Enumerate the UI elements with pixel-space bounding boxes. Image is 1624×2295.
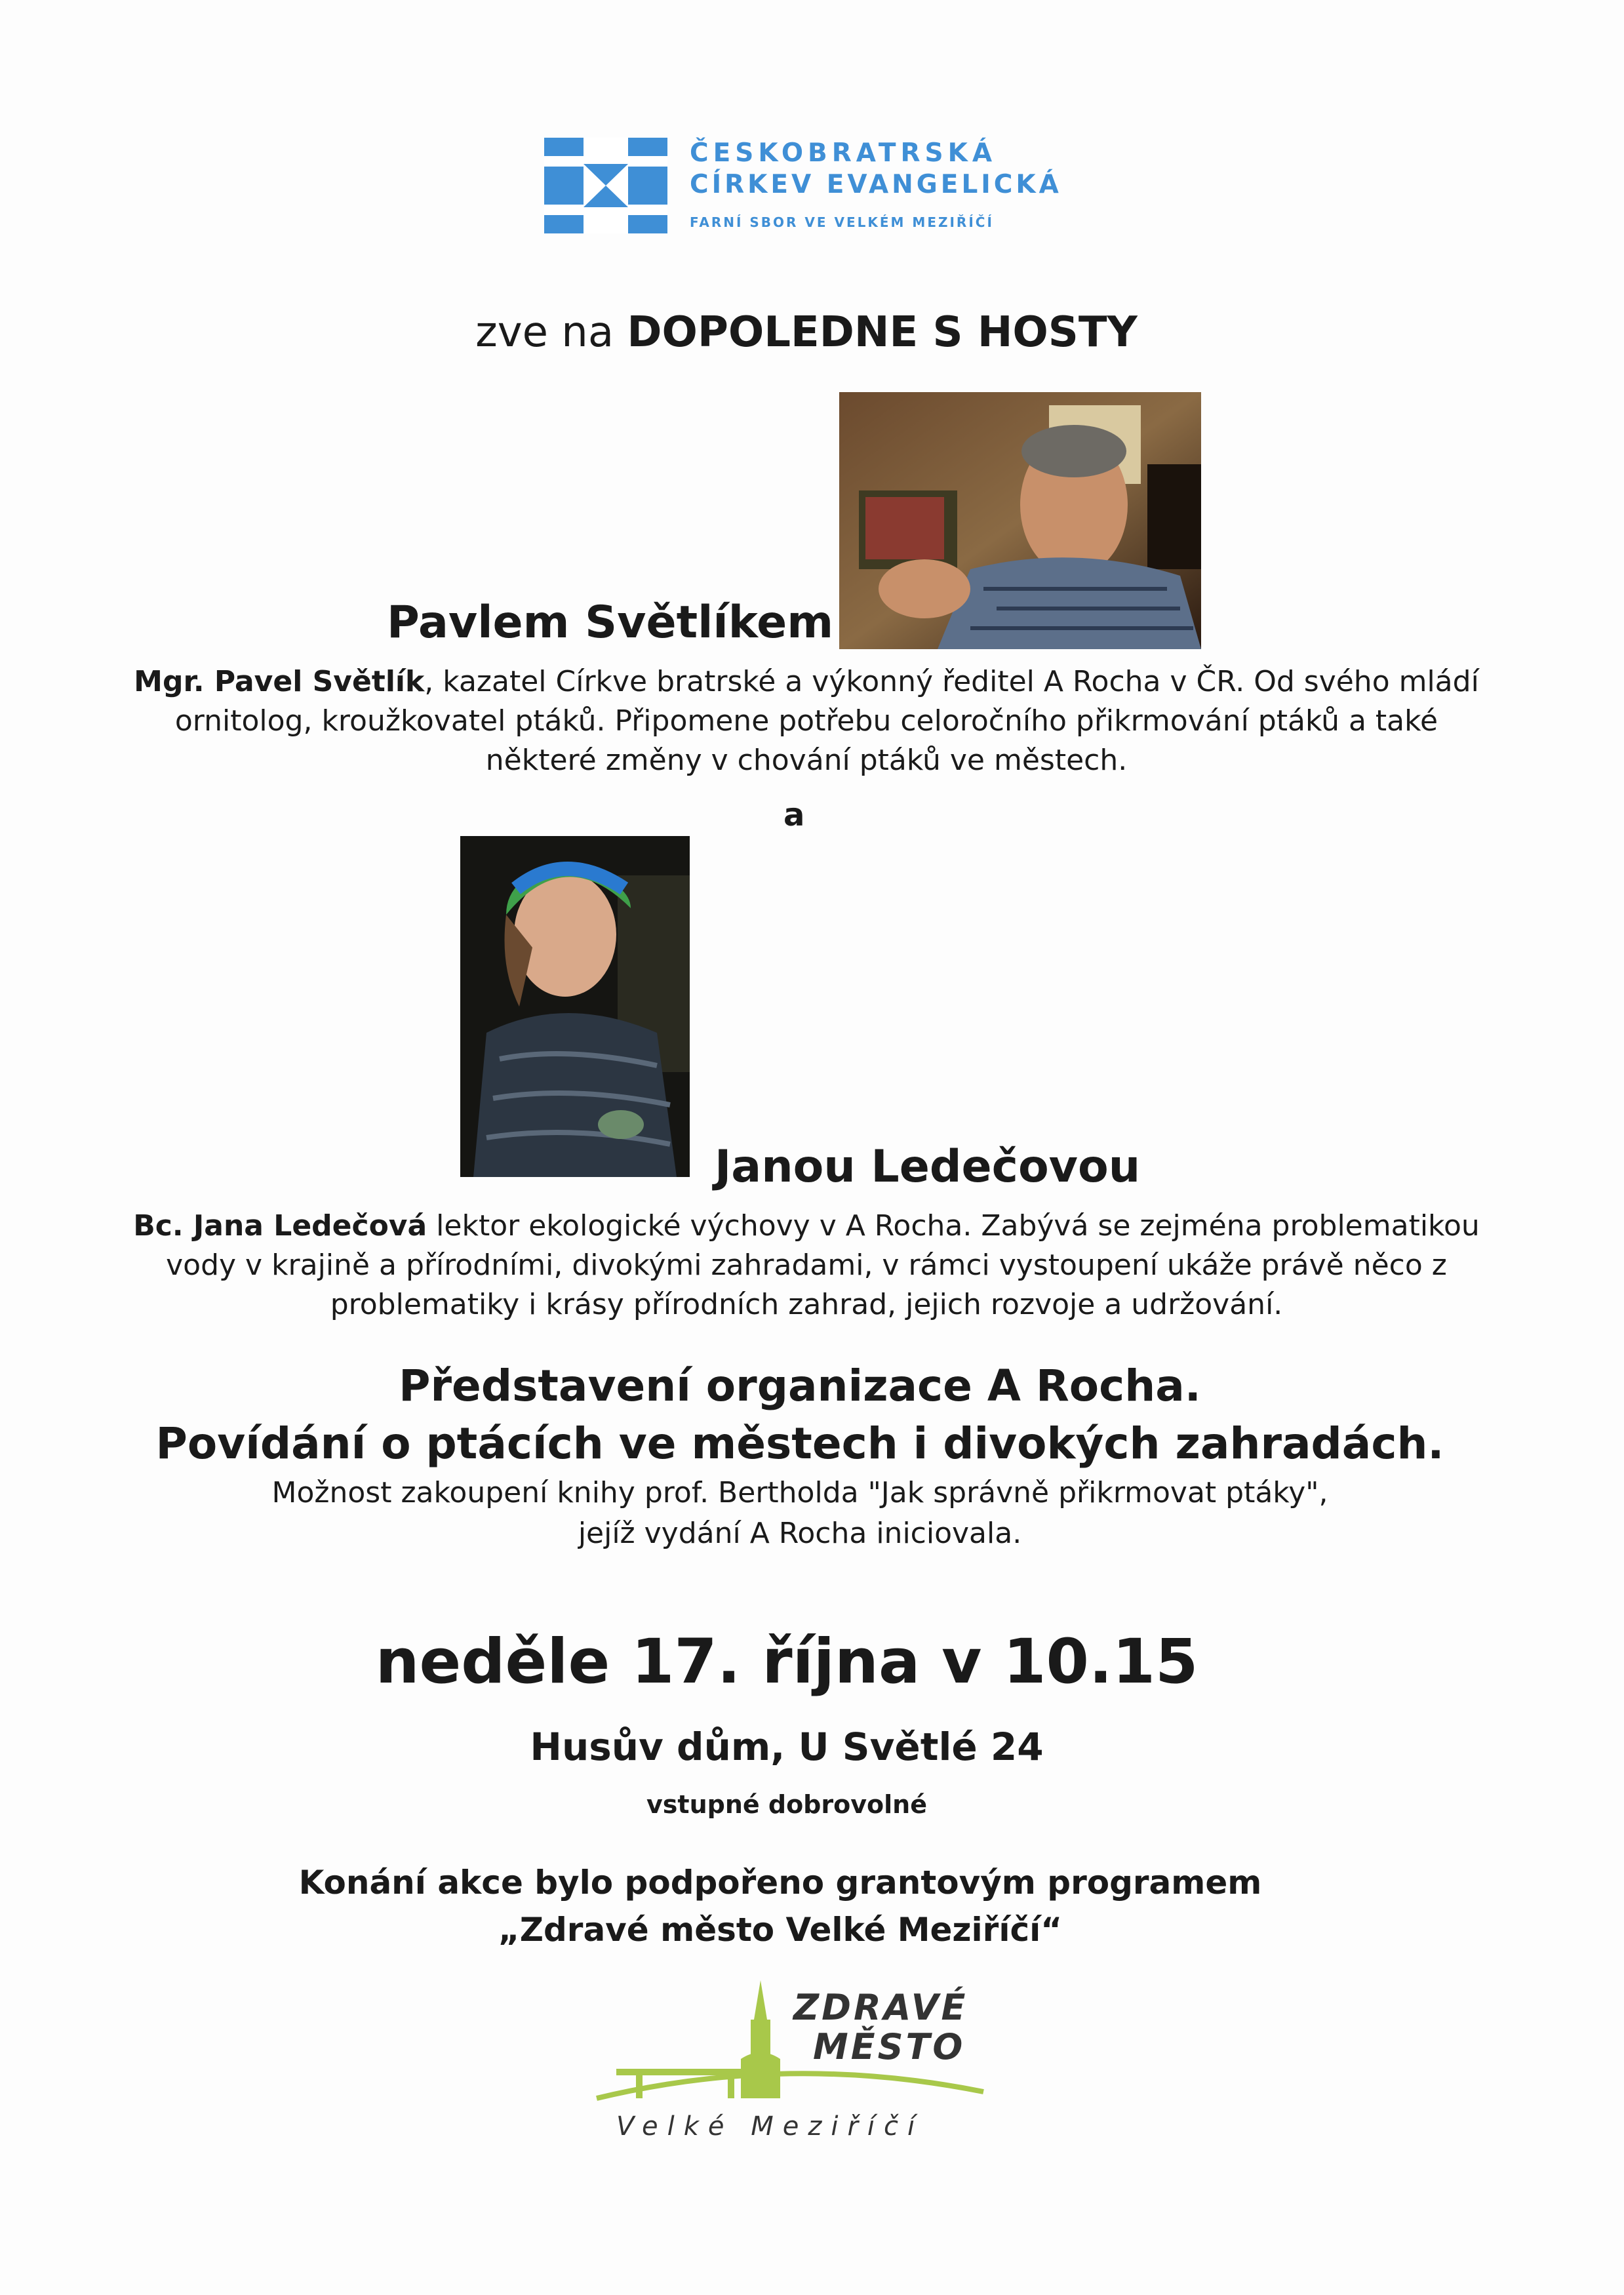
guest2-name: Janou Ledečovou <box>715 1141 1141 1193</box>
grant-line1: Konání akce bylo podpořeno grantovým programem <box>298 1864 1262 1902</box>
program-line4: jejíž vydání A Rocha iniciovala. <box>578 1517 1022 1550</box>
guest2-desc-line3: problematiky i krásy přírodních zahrad, jejich rozvoje a udržování. <box>330 1288 1283 1321</box>
healthy-city-logo <box>590 1974 997 2164</box>
logo-line-3: FARNÍ SBOR VE VELKÉM MEZIŘÍČÍ <box>690 214 994 230</box>
guest1-desc-line3: některé změny v chování ptáků ve městech. <box>485 744 1128 777</box>
program-line2: Povídání o ptácích ve městech i divokých zahradách. <box>155 1418 1444 1469</box>
program-line3: Možnost zakoupení knihy prof. Bertholda "Jak správně přikrmovat ptáky", <box>271 1476 1328 1509</box>
headline-event: DOPOLEDNE S HOSTY <box>627 308 1138 357</box>
event-entry: vstupné dobrovolné <box>646 1790 927 1819</box>
program <box>98 1357 1501 1554</box>
event-place: Husův dům, U Světlé 24 <box>530 1725 1044 1769</box>
city-logo-top: ZDRAVÉ <box>793 1987 968 2028</box>
program-line1: Představení organizace A Rocha. <box>399 1361 1201 1411</box>
church-chalice-mark <box>544 138 667 233</box>
headline-prefix: zve na <box>475 308 627 357</box>
guest2-desc-line2: vody v krajině a přírodními, divokými zahradami, v rámci vystoupení ukáže právě něco z <box>166 1248 1447 1282</box>
guest2-photo <box>460 836 690 1177</box>
church-logo <box>544 138 1075 236</box>
guest1-title: Mgr. Pavel Světlík <box>134 665 425 698</box>
guest2-title: Bc. Jana Ledečová <box>133 1209 427 1243</box>
guest1-name: Pavlem Světlíkem <box>387 597 834 649</box>
guest1-desc-line1: Mgr. Pavel Světlík, kazatel Církve bratrské a výkonný ředitel A Rocha v ČR. Od svého mládí <box>134 665 1479 698</box>
conjunction: a <box>783 797 805 833</box>
grant-line2: „Zdravé město Velké Meziříčí“ <box>498 1911 1063 1949</box>
headline <box>328 308 1285 357</box>
event-date: neděle 17. října v 10.15 <box>375 1626 1198 1698</box>
logo-line-1: ČESKOBRATRSKÁ <box>690 138 997 168</box>
guest2-desc-line1: Bc. Jana Ledečová lektor ekologické výchovy v A Rocha. Zabývá se zejména problematikou <box>133 1209 1480 1243</box>
guest1-description <box>131 662 1482 780</box>
city-logo-bottom: Velké Meziříčí <box>616 2111 924 2142</box>
guest1-desc-line2: ornitolog, kroužkovatel ptáků. Připomene potřebu celoročního přikrmování ptáků a také <box>174 704 1438 738</box>
city-logo-middle: MĚSTO <box>813 2026 966 2067</box>
grant-note <box>164 1859 1396 1953</box>
logo-line-2: CÍRKEV EVANGELICKÁ <box>690 170 1062 199</box>
guest1-photo <box>839 392 1201 649</box>
guest2-description <box>131 1207 1482 1325</box>
